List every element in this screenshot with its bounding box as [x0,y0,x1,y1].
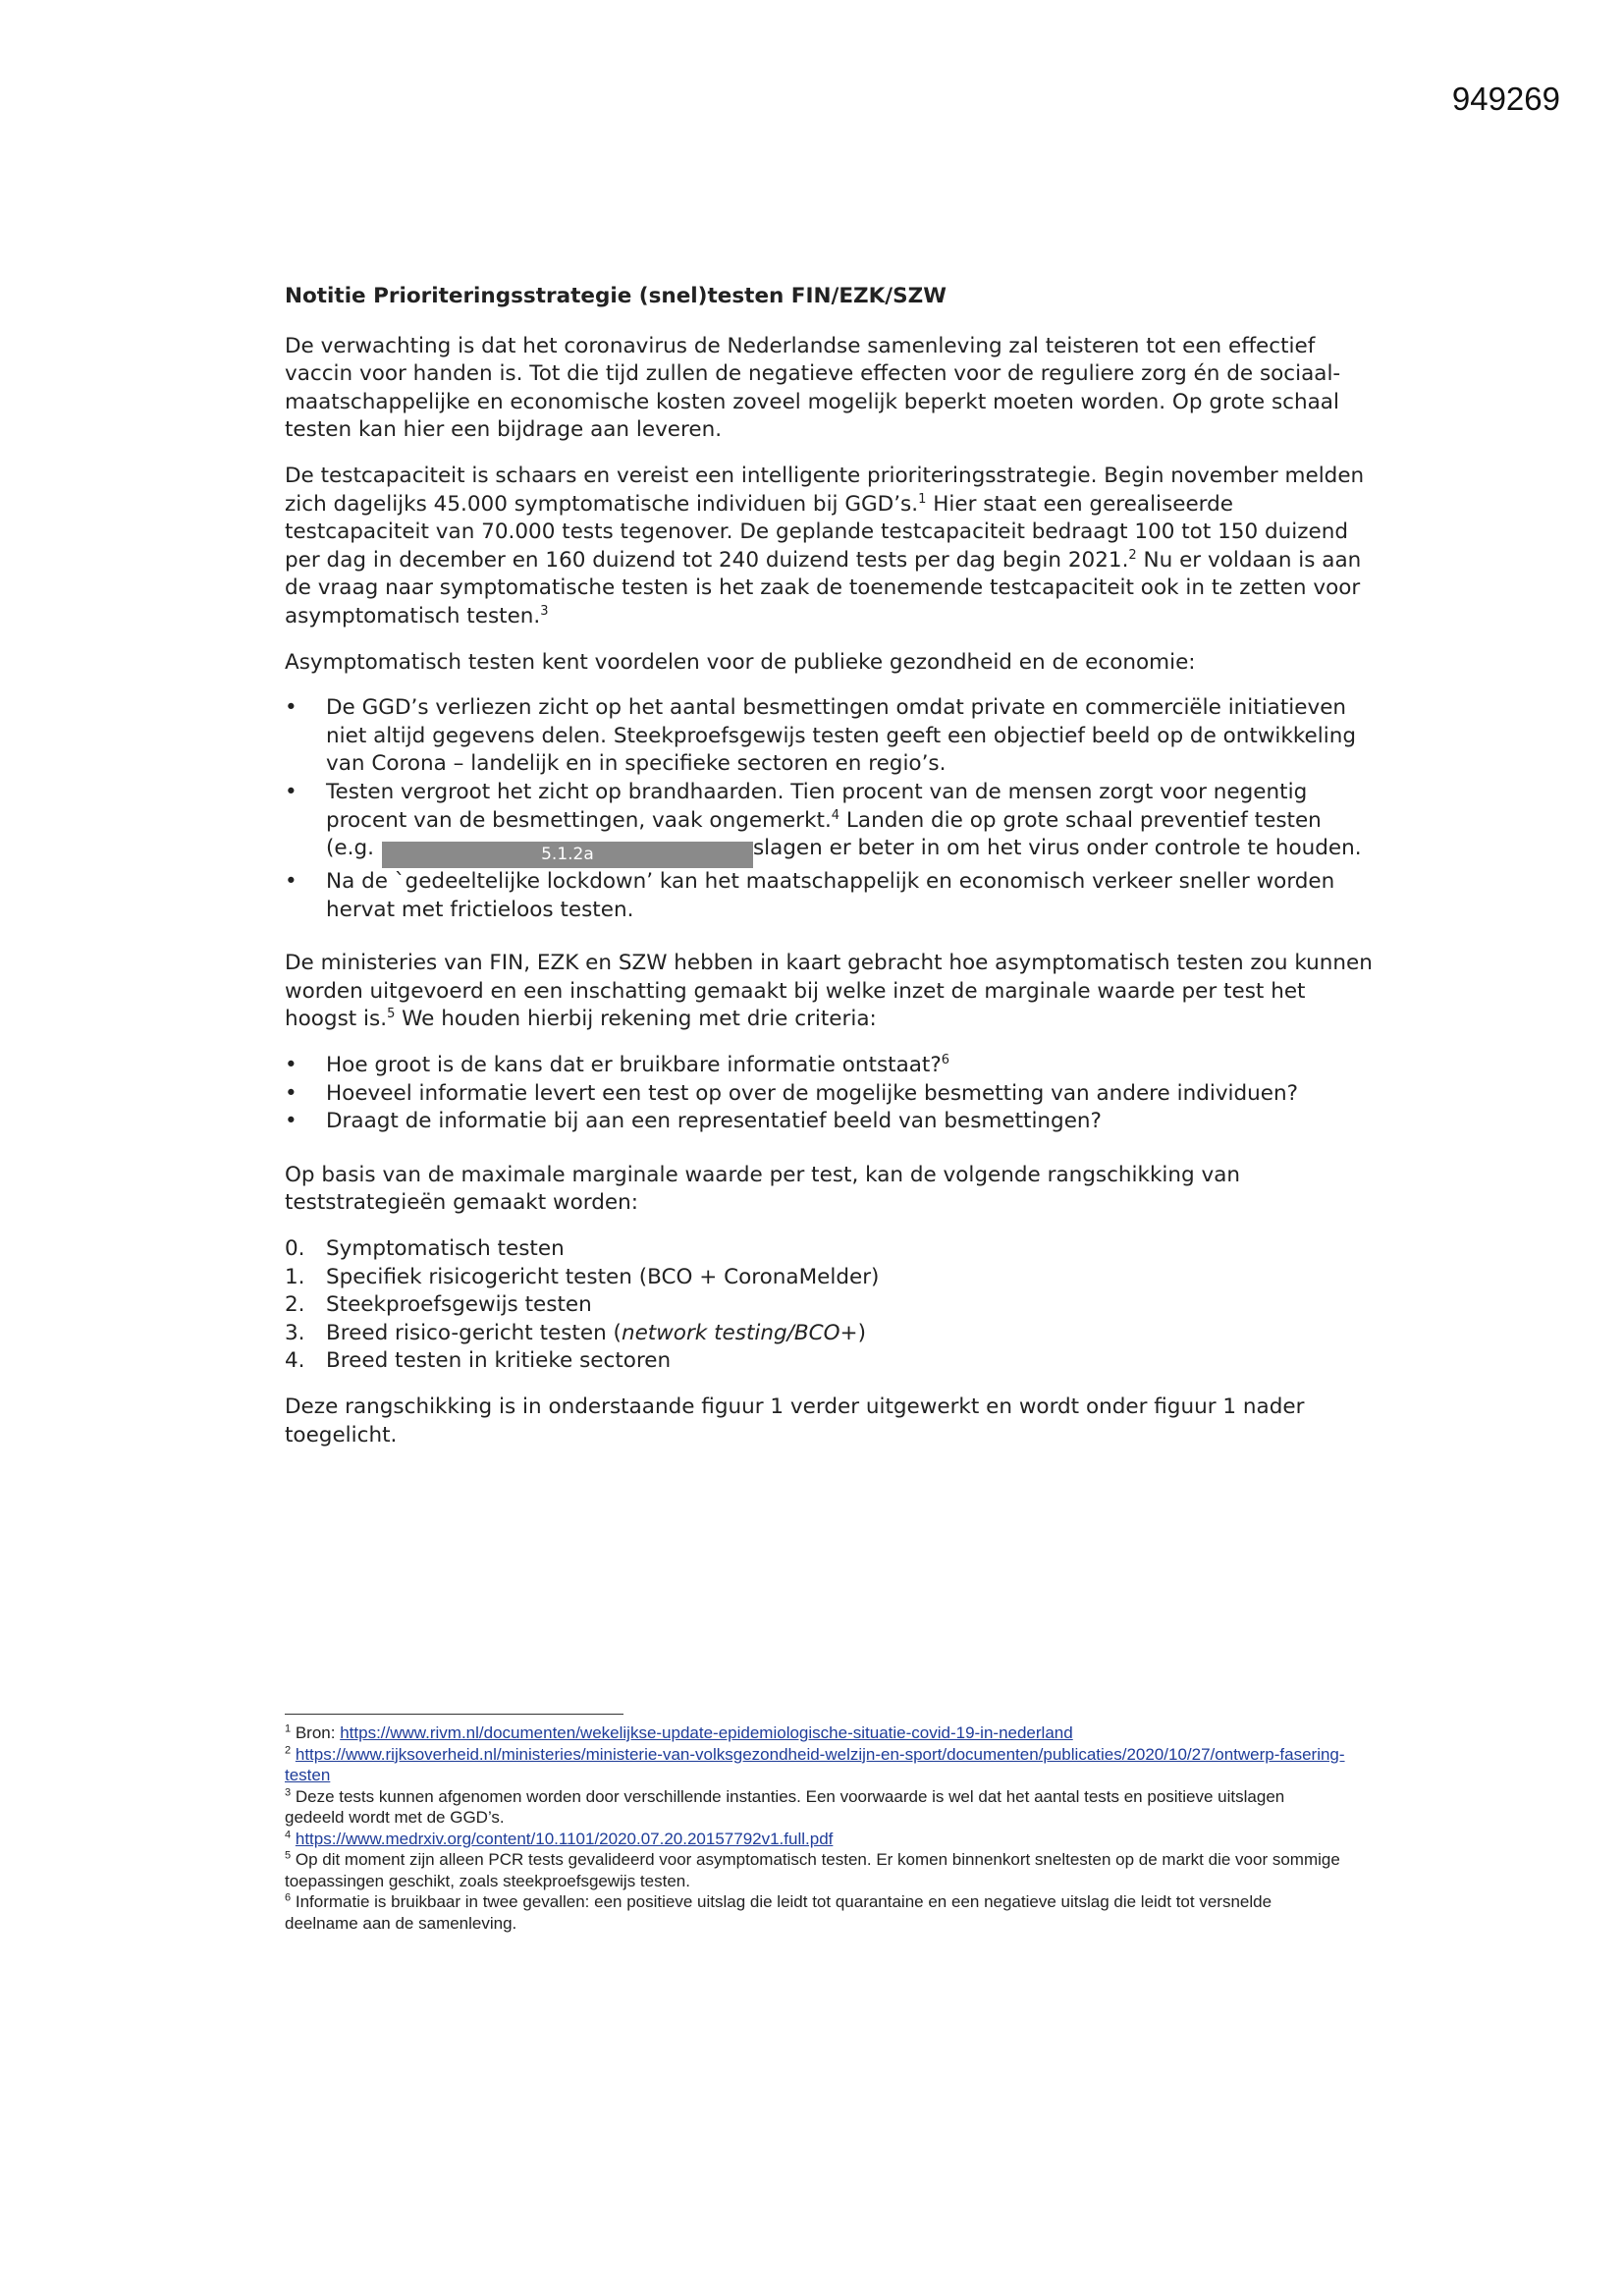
list-item: • Testen vergroot het zicht op brandhaarden. Tien procent van de mensen zorgt voor negentig procent van de besmettingen, vaak ongemerkt.$^4$ Landen die op grote schaal preventief testen (e.g. 5.1.2a slagen er beter in om het virus onder controle te houden. [285,779,1375,868]
document-title: Notitie Prioriteringsstrategie (snel)testen FIN/EZK/SZW [285,284,947,308]
paragraph-testcapacity: De testcapaciteit is schaars en vereist een intelligente prioriteringsstrategie. Begin november melden zich dagelijks 45.000 symptomatische individuen bij GGD’s.$^1$ Hier staat een gerealiseerde testcapaciteit van 70.000 tests tegenover. De geplande testcapaciteit bedraagt 100 tot 150 duizend per dag in december en 160 duizend tot 240 duizend tests per dag begin 2021.$^2$ Nu er voldaan is aan de vraag naar symptomatische testen is het zaak de toenemende testcapaciteit ook in te zetten voor asymptomatisch testen.$^3$ [285,463,1365,629]
paragraph-ministries: De ministeries van FIN, EZK en SZW hebben in kaart gebracht hoe asymptomatisch testen zou kunnen worden uitgevoerd en een inschatting gemaakt bij welke inzet de marginale waarde per test het hoogst is.$^5$ We houden hierbij rekening met drie criteria: [285,951,1373,1032]
list-item: • Hoeveel informatie levert een test op over de mogelijke besmetting van andere individuen? [285,1080,1375,1109]
footnote-2: $^2$ https://www.rijksoverheid.nl/ministeries/ministerie-van-volksgezondheid-welzijn-en-sport/documenten/publicaties/2020/10/27/ontwerp-fasering-testen [285,1743,1345,1784]
paragraph-advantages: Asymptomatisch testen kent voordelen voor de publieke gezondheid en de economie: [285,649,1196,675]
footnote-3: $^3$ Deze tests kunnen afgenomen worden door verschillende instanties. Een voorwaarde is wel dat het aantal tests en positieve uitslagen gedeeld wordt met de GGD’s. [285,1785,1285,1827]
advantages-list [285,694,1375,924]
footnote-ref-3[interactable]: 3 [540,603,549,619]
footnote-ref-5[interactable]: 5 [387,1007,396,1022]
footnote-divider [285,1714,623,1715]
list-item: • De GGD’s verliezen zicht op het aantal besmettingen omdat private en commerciële initiatieven niet altijd gegevens delen. Steekproefsgewijs testen geeft een objectief beeld op de ontwikkeling van Corona – landelijk en in specifieke sectoren en regio’s. [285,694,1375,779]
list-item: 4. Breed testen in kritieke sectoren [285,1348,672,1374]
footnote-ref-4[interactable]: 4 [831,807,840,823]
ranking-list [285,1235,1375,1376]
footnote-6: $^6$ Informatie is bruikbaar in twee gevallen: een positieve uitslag die leidt tot quarantaine en een negatieve uitslag die leidt tot versnelde deelname aan de samenleving. [285,1891,1272,1933]
footnote-5: $^5$ Op dit moment zijn alleen PCR tests gevalideerd voor asymptomatisch testen. Er komen binnenkort sneltesten op de markt die voor sommige toepassingen geschikt, zoals steekproefsgewijs testen. [285,1849,1340,1890]
footnote-link[interactable]: https://www.rivm.nl/documenten/wekelijkse-update-epidemiologische-situatie-covid-19-in-nederland [340,1723,1073,1742]
footnotes [285,1714,1345,1934]
document-id: 949269 [1451,81,1560,117]
footnote-link[interactable]: https://www.rijksoverheid.nl/ministeries/ministerie-van-volksgezondheid-welzijn-en-sport/documenten/publicaties/2020/10/27/ontwerp-fasering-testen [285,1744,1345,1784]
redaction-box: 5.1.2a [382,842,753,868]
list-item: • Na de `gedeeltelijke lockdown’ kan het maatschappelijk en economisch verkeer sneller worden hervat met frictieloos testen. [285,868,1375,924]
list-item: • Hoe groot is de kans dat er bruikbare informatie ontstaat?$^6$ [285,1052,1375,1080]
list-item: 3. Breed risico-gericht testen (network testing/BCO+) [285,1320,866,1345]
footnote-4: $^4$ https://www.medrxiv.org/content/10.1101/2020.07.20.20157792v1.full.pdf [285,1828,834,1848]
footnote-ref-1[interactable]: 1 [918,491,927,507]
paragraph-ranking-intro: Op basis van de maximale marginale waarde per test, kan de volgende rangschikking van teststrategieën gemaakt worden: [285,1162,1241,1216]
footnote-ref-6[interactable]: 6 [941,1052,950,1067]
list-item: 0. Symptomatisch testen [285,1236,565,1262]
criteria-list [285,1052,1375,1136]
footnote-link[interactable]: https://www.medrxiv.org/content/10.1101/2020.07.20.20157792v1.full.pdf [295,1829,834,1848]
footnote-1: $^1$ Bron: https://www.rivm.nl/documenten/wekelijkse-update-epidemiologische-situatie-covid-19-in-nederland [285,1722,1073,1742]
paragraph-figure-reference: Deze rangschikking is in onderstaande figuur 1 verder uitgewerkt en wordt onder figuur 1 nader toegelicht. [285,1394,1305,1448]
list-item: 2. Steekproefsgewijs testen [285,1292,592,1318]
footnote-ref-2[interactable]: 2 [1128,547,1137,563]
list-item: • Draagt de informatie bij aan een representatief beeld van besmettingen? [285,1108,1375,1136]
list-item: 1. Specifiek risicogericht testen (BCO + CoronaMelder) [285,1264,880,1289]
document-body [285,283,1375,1467]
paragraph-intro: De verwachting is dat het coronavirus de Nederlandse samenleving zal teisteren tot een effectief vaccin voor handen is. Tot die tijd zullen de negatieve effecten voor de reguliere zorg én de sociaal-maatschappelijke en economische kosten zoveel mogelijk beperkt moeten worden. Op grote schaal testen kan hier een bijdrage aan leveren. [285,333,1341,443]
